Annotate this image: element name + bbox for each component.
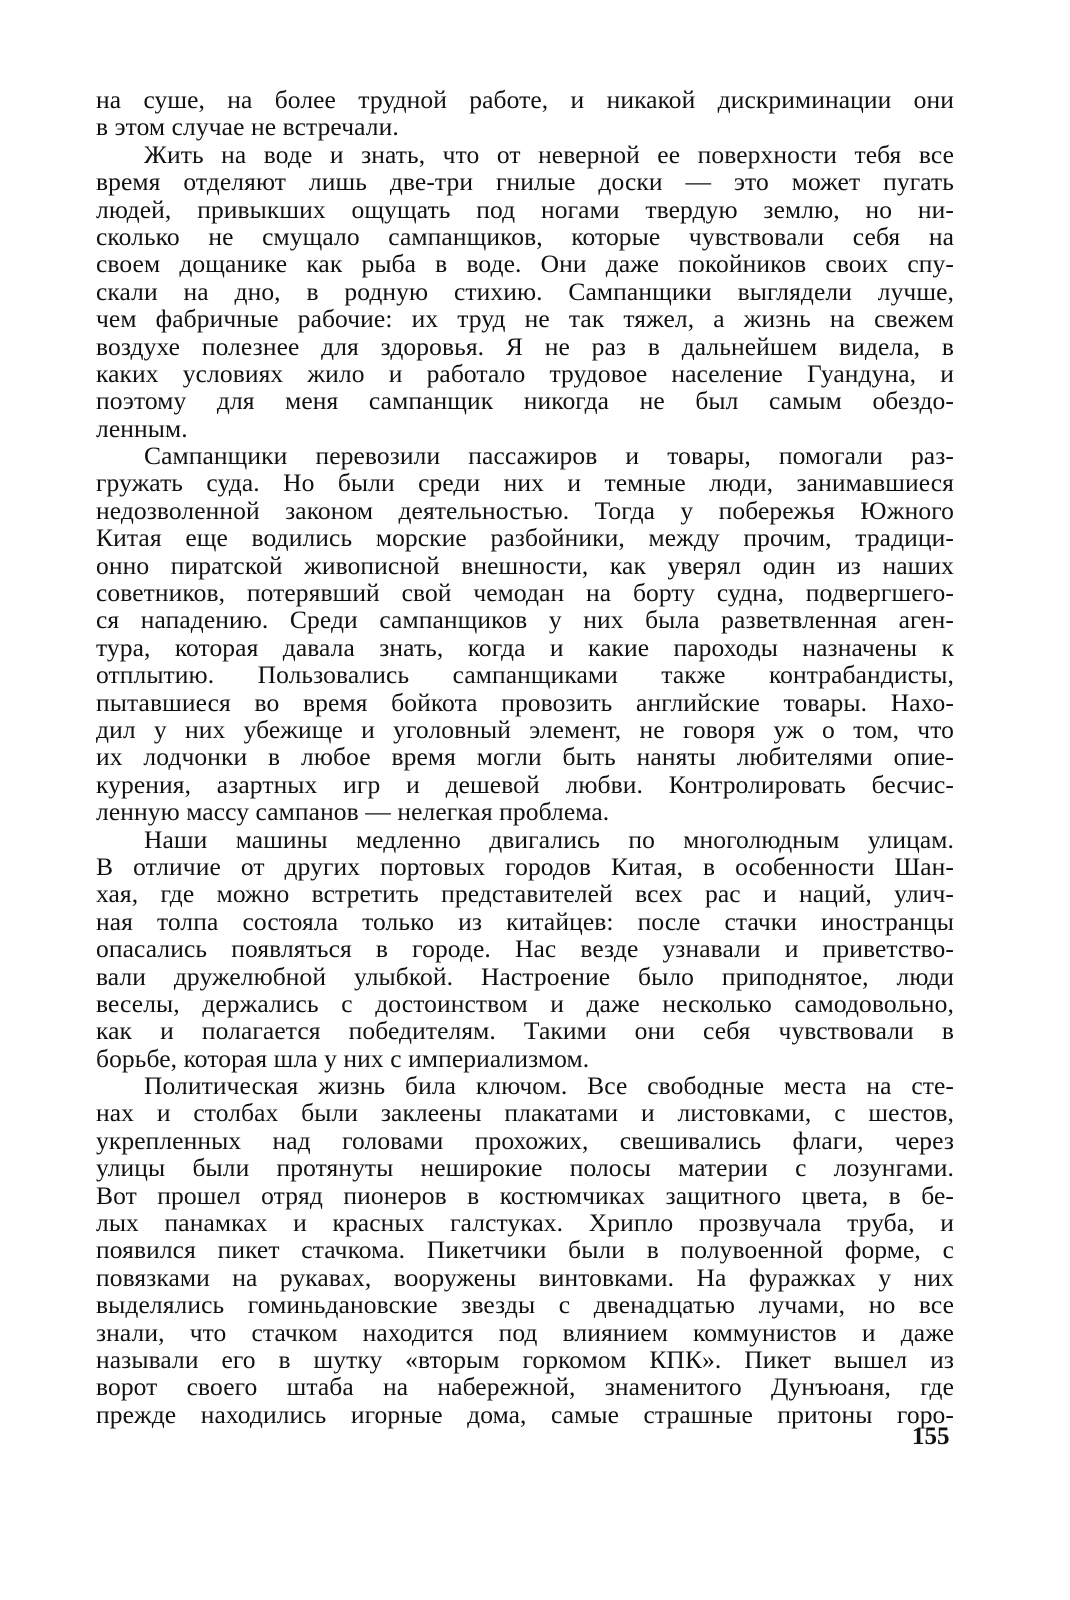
text-line: Китая еще водились морские разбойники, между прочим, традици- <box>96 523 954 553</box>
text-line: Политическая жизнь била ключом. Все свободные места на сте- <box>144 1071 954 1101</box>
text-line: борьбе, которая шла у них с империализмом. <box>96 1043 590 1073</box>
text-line: вали дружелюбной улыбкой. Настроение было приподнятое, люди <box>96 961 954 991</box>
text-line: нах и столбах были заклеены плакатами и листовками, с шестов, <box>96 1098 954 1128</box>
text-line: знали, что стачком находится под влиянием коммунистов и даже <box>96 1317 954 1347</box>
text-line: Жить на воде и знать, что от неверной ее поверхности тебя все <box>144 139 954 169</box>
text-line: дил у них убежище и уголовный элемент, не говоря уж о том, что <box>96 714 954 744</box>
text-line: ная толпа состояла только из китайцев: после стачки иностранцы <box>96 906 954 936</box>
text-line: недозволенной законом деятельностью. Тогда у побережья Южного <box>96 495 954 525</box>
paragraph <box>96 1072 954 1428</box>
text-line: курения, азартных игр и дешевой любви. Контролировать бесчис- <box>96 769 954 799</box>
text-line: В отличие от других портовых городов Китая, в особенности Шан- <box>96 851 954 881</box>
text-line: на суше, на более трудной работе, и никакой дискриминации они <box>96 85 954 114</box>
text-line: Сампанщики перевозили пассажиров и товары, помогали раз- <box>144 441 954 471</box>
text-line: время отделяют лишь две-три гнилые доски — это может пугать <box>96 167 954 197</box>
text-line: прежде находились игорные дома, самые страшные притоны горо- <box>96 1399 954 1429</box>
text-line: сколько не смущало сампанщиков, которые чувствовали себя на <box>96 221 954 251</box>
text-line: Наши машины медленно двигались по многолюдным улицам. <box>144 824 954 854</box>
text-line: лых панамках и красных галстуках. Хрипло прозвучала труба, и <box>96 1208 954 1238</box>
text-line: опасались появляться в городе. Нас везде узнавали и приветство- <box>96 934 954 964</box>
text-line: выделялись гоминьдановские звезды с двенадцатью лучами, но все <box>96 1290 954 1320</box>
paragraph <box>96 826 954 1073</box>
text-line: в этом случае не встречали. <box>96 112 399 142</box>
paragraph <box>96 86 954 141</box>
text-line: появился пикет стачкома. Пикетчики были в полувоенной форме, с <box>96 1235 954 1265</box>
text-line: улицы были протянуты неширокие полосы материи с лозунгами. <box>96 1153 954 1183</box>
text-line: как и полагается победителям. Такими они себя чувствовали в <box>96 1016 954 1046</box>
text-line: ворот своего штаба на набережной, знаменитого Дунъюаня, где <box>96 1372 954 1402</box>
text-line: ся нападению. Среди сампанщиков у них была разветвленная аген- <box>96 605 954 635</box>
text-line: их лодчонки в любое время могли быть наняты любителями опие- <box>96 742 954 772</box>
text-line: ленную массу сампанов — нелегкая проблема. <box>96 797 610 827</box>
text-line: людей, привыкших ощущать под ногами твердую землю, но ни- <box>96 194 954 224</box>
text-line: отплытию. Пользовались сампанщиками также контрабандисты, <box>96 660 954 690</box>
text-line: веселы, держались с достоинством и даже несколько самодовольно, <box>96 988 954 1018</box>
text-line: пытавшиеся во время бойкота провозить английские товары. Нахо- <box>96 687 954 717</box>
text-line: воздухе полезнее для здоровья. Я не раз в дальнейшем видела, в <box>96 331 954 361</box>
text-line: своем дощанике как рыба в воде. Они даже покойников своих спу- <box>96 249 954 279</box>
text-line: советников, потерявший свой чемодан на борту судна, подвергшего- <box>96 578 954 608</box>
text-line: тура, которая давала знать, когда и какие пароходы назначены к <box>96 632 954 662</box>
body-text <box>96 86 954 1428</box>
text-line: онно пиратской живописной внешности, как уверял один из наших <box>96 550 954 580</box>
text-line: ленным. <box>96 413 188 443</box>
paragraph <box>96 141 954 442</box>
text-line: называли его в шутку «вторым горкомом КПК». Пикет вышел из <box>96 1344 954 1374</box>
text-line: поэтому для меня сампанщик никогда не был самым обездо- <box>96 386 954 416</box>
page-number: 155 <box>912 1423 950 1450</box>
paragraph <box>96 442 954 825</box>
text-line: хая, где можно встретить представителей всех рас и наций, улич- <box>96 879 954 909</box>
text-line: гружать суда. Но были среди них и темные люди, занимавшиеся <box>96 468 954 498</box>
text-line: каких условиях жило и работало трудовое население Гуандуна, и <box>96 358 954 388</box>
text-line: чем фабричные рабочие: их труд не так тяжел, а жизнь на свежем <box>96 304 954 334</box>
text-line: повязками на рукавах, вооружены винтовками. На фуражках у них <box>96 1262 954 1292</box>
text-line: Вот прошел отряд пионеров в костюмчиках защитного цвета, в бе- <box>96 1180 954 1210</box>
text-line: скали на дно, в родную стихию. Сампанщики выглядели лучше, <box>96 276 954 306</box>
text-line: укрепленных над головами прохожих, свешивались флаги, через <box>96 1125 954 1155</box>
